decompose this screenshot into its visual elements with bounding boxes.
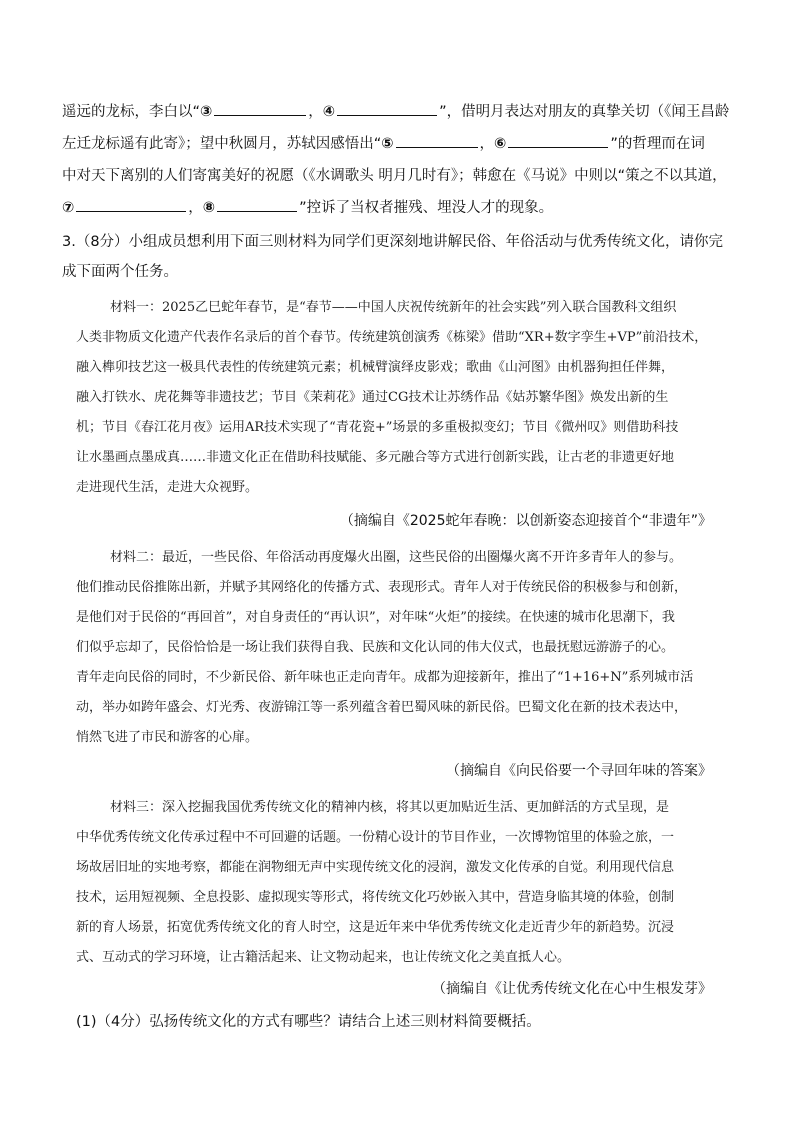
material-1-line: 人类非物质文化遗产代表作名录后的首个春节。传统建筑创演秀《栋梁》借助“XR+数字孪生+VP”前沿技术， <box>76 330 708 345</box>
material-1-line: 机；节目《春江花月夜》运用AR技术实现了“青花瓷+”场景的多重极拟变幻；节目《微州叹》则借助科技 <box>76 420 679 435</box>
blank-number-6: ⑥ <box>494 136 507 152</box>
material-1-line: 走进现代生活，走进大众视野。 <box>76 480 259 495</box>
question-3-line-1: 3.（8分）小组成员想利用下面三则材料为同学们更深刻地讲解民俗、年俗活动与优秀传统文化，请你完 <box>62 234 724 250</box>
fill-text: ， <box>188 200 203 216</box>
material-1-line: 材料一：2025乙巳蛇年春节，是“春节——中国人庆祝传统新年的社会实践”列入联合国教科文组织 <box>110 300 677 315</box>
material-1-line: 融入打铁水、虎花舞等非遗技艺；节目《茉莉花》通过CG技术让苏绣作品《姑苏繁华图》焕发出新的生 <box>76 390 669 405</box>
fill-text: ”，借明月表达对朋友的真挚关切（《闻王昌龄 <box>439 104 730 120</box>
material-2-line: 他们推动民俗推陈出新，并赋予其网络化的传播方式、表现形式。青年人对于传统民俗的积极参与和创新， <box>76 580 688 595</box>
subquestion-1: (1)（4分）弘扬传统文化的方式有哪些？请结合上述三则材料简要概括。 <box>76 1014 541 1030</box>
material-2-line: 动，举办如跨年盛会、灯光秀、夜游锦江等一系列蕴含着巴蜀风味的新民俗。巴蜀文化在新的技术表达中， <box>76 700 688 715</box>
blank-number-3: ③ <box>200 104 213 120</box>
fill-text: ， <box>479 136 495 152</box>
material-2-line: 们似乎忘却了，民俗恰恰是一场让我们获得自我、民族和文化认同的伟大仪式，也最抚慰远游游子的心。 <box>76 640 675 655</box>
blank-number-5: ⑤ <box>381 136 394 152</box>
answer-blank-8[interactable] <box>217 197 297 212</box>
fill-text: ”的哲理而在词 <box>610 136 705 152</box>
material-2-line: 是他们对于民俗的“再回首”，对自身责任的“再认识”，对年味“火炬”的接续。在快速的城市化思潮下，我 <box>76 610 675 625</box>
material-3-line: 新的育人场景，拓宽优秀传统文化的育人时空，这是近年来中华优秀传统文化走近青少年的新趋势。沉浸 <box>76 920 675 935</box>
fill-line-4 <box>62 196 553 217</box>
blank-number-8: ⑧ <box>202 200 216 216</box>
fill-text: ”控诉了当权者摧残、埋没人才的现象。 <box>299 200 554 216</box>
answer-blank-4[interactable] <box>337 101 437 116</box>
answer-blank-5[interactable] <box>396 133 478 148</box>
fill-line-3 <box>62 164 727 185</box>
material-3-line: 场故居旧址的实地考察，都能在润物细无声中实现传统文化的浸润，激发文化传承的自觉。利用现代信息 <box>76 860 675 875</box>
answer-blank-7[interactable] <box>76 197 186 212</box>
fill-text: 遥远的龙标，李白以“ <box>62 104 201 120</box>
answer-blank-6[interactable] <box>508 133 608 148</box>
fill-text: 中对天下离别的人们寄寓美好的祝愿（《水调歌头 明月几时有》；韩愈在《马说》中则以“策之不以其道， <box>62 168 727 184</box>
material-1-line: 融入榫卯技艺这一极具代表性的传统建筑元素；机械臂演绎皮影戏；歌曲《山河图》由机器狗担任伴舞， <box>76 360 675 375</box>
material-1-source: （摘编自《2025蛇年春晚：以创新姿态迎接首个“非遗年”》 <box>339 513 712 529</box>
material-2-line: 悄然飞进了市民和游客的心扉。 <box>76 730 259 745</box>
material-1-line: 让水墨画点墨成真……非遗文化正在借助科技赋能、多元融合等方式进行创新实践，让古老的非遗更好地 <box>76 450 675 465</box>
material-3-line: 材料三：深入挖掘我国优秀传统文化的精神内核，将其以更加贴近生活、更加鲜活的方式呈现，是 <box>110 800 670 815</box>
material-3-line: 中华优秀传统文化传承过程中不可回避的话题。一份精心设计的节目作业，一次博物馆里的体验之旅，一 <box>76 830 675 845</box>
material-3-source: （摘编自《让优秀传统文化在心中生根发芽》 <box>432 981 712 997</box>
fill-line-2 <box>62 132 705 153</box>
fill-line-1 <box>62 100 729 121</box>
answer-blank-3[interactable] <box>214 101 306 116</box>
material-3-line: 式、互动式的学习环境，让古籍活起来、让文物动起来，也让传统文化之美直抵人心。 <box>76 950 571 965</box>
blank-number-7: ⑦ <box>62 200 75 216</box>
material-2-line: 材料二：最近，一些民俗、年俗活动再度爆火出圈，这些民俗的出圈爆火离不开许多青年人的参与。 <box>110 550 683 565</box>
fill-text: ， <box>308 104 323 120</box>
fill-text: 左迁龙标遥有此寄》；望中秋圆月，苏轼因感悟出“ <box>62 136 382 152</box>
question-3-line-2: 成下面两个任务。 <box>62 264 178 280</box>
material-3-line: 技术，运用短视频、全息投影、虚拟现实等形式，将传统文化巧妙嵌入其中，营造身临其境的体验，创制 <box>76 890 675 905</box>
material-2-line: 青年走向民俗的同时，不少新民俗、新年味也正走向青年。成都为迎接新年，推出了“1+16+N”系列城市活 <box>76 670 694 685</box>
material-2-source: （摘编自《向民俗要一个寻回年味的答案》 <box>446 763 712 779</box>
blank-number-4: ④ <box>322 104 336 120</box>
